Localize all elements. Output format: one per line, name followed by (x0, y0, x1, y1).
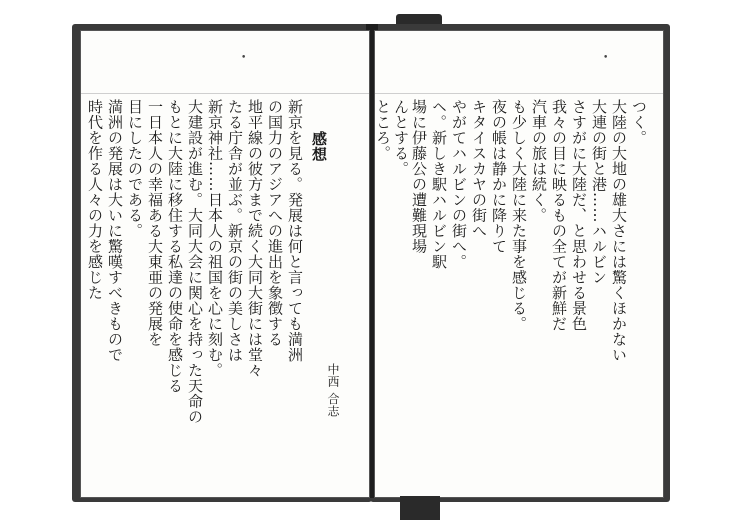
open-notebook (72, 14, 670, 504)
right-line-8: 夜の帳は静かに降りて (490, 99, 508, 254)
spine-bottom (400, 496, 440, 520)
right-line-2: 大陸の大地の雄大さには驚くほかない (610, 99, 628, 363)
right-line-11: ヘ。新しき駅ハルビン駅 (430, 99, 448, 270)
left-line-1: 新京を見る。発展は何と言っても満洲 (286, 99, 304, 363)
left-line-4: たる庁舎が並ぶ。新京の街の美しさは (226, 99, 244, 363)
right-page-header (375, 31, 663, 94)
right-page (374, 30, 664, 498)
right-line-10: やがてハルビンの街へ。 (450, 99, 468, 270)
left-line-9: 目にしたのである。 (126, 99, 144, 239)
author-signature: 中西 合志 (326, 363, 340, 418)
right-line-12: 場に伊藤公の遭難現場 (410, 99, 428, 254)
left-line-10: 満洲の発展は大いに驚嘆すべきもので (106, 99, 124, 363)
left-line-7: もとに大陸に移住する私達の使命を感じる (166, 99, 184, 394)
right-line-9: キタイスカヤの街へ (470, 99, 488, 239)
left-line-3: 地平線の彼方まで続く大同大街には堂々 (246, 99, 264, 378)
right-line-7: も少しく大陸に来た事を感じる。 (510, 99, 528, 332)
right-line-3: 大連の街と港……ハルビン (590, 99, 608, 285)
right-line-14: ところ。 (374, 99, 392, 161)
right-line-4: さすがに大陸だ、と思わせる景色 (570, 99, 588, 332)
right-line-5: 我々の目に映るもの全てが新鮮だ (550, 99, 568, 332)
left-line-11: 時代を作る人々の力を感じた (86, 99, 104, 301)
right-page-mark: • (603, 53, 609, 63)
left-line-5: 新京神社……日本人の祖国を心に刻む。 (206, 99, 224, 378)
right-line-13: んとする。 (392, 99, 410, 177)
left-line-2: の国力のアジアへの進出を象徴する (266, 99, 284, 347)
left-line-8: 一日本人の幸福ある大東亜の発展を (146, 99, 164, 347)
right-line-1: つく。 (630, 99, 648, 146)
left-page-mark: • (241, 53, 247, 63)
right-line-6: 汽車の旅は続く。 (530, 99, 548, 223)
left-page-header (81, 31, 369, 94)
essay-title: 感想 (310, 131, 328, 162)
left-line-6: 大建設が進む。大同大会に関心を持った天命の (186, 99, 204, 425)
left-page (80, 30, 370, 498)
